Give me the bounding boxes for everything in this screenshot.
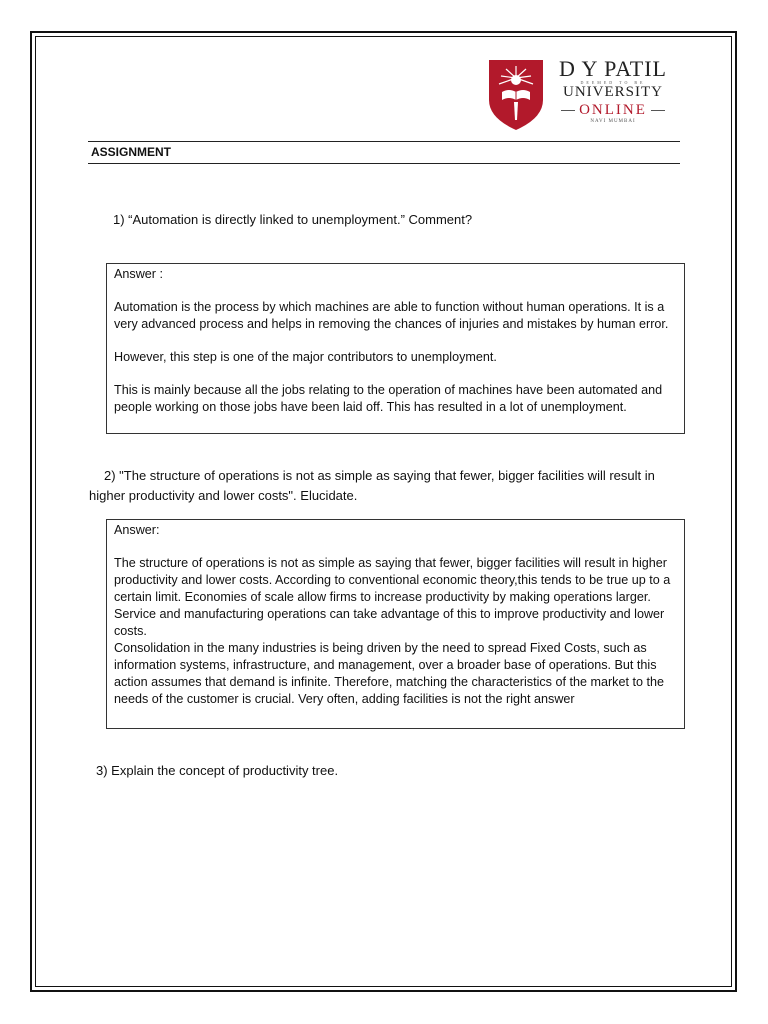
- heading-rule-top: [88, 141, 680, 142]
- question-3: 3) Explain the concept of productivity tree.: [96, 763, 339, 778]
- logo-place: NAVI MUMBAI: [590, 119, 636, 124]
- answer-paragraph: However, this step is one of the major contributors to unemployment.: [114, 350, 497, 364]
- answer-label: Answer :: [114, 267, 163, 281]
- university-logo: [487, 56, 677, 132]
- answer-label: Answer:: [114, 523, 160, 537]
- answer-paragraph: Consolidation in the many industries is being driven by the need to spread Fixed Costs, such as information systems, infrastructure, and management, over a broader base of operations. But this action assumes that demand is infinite. Therefore, matching the characteristics of the market to the needs of the customer is crucial. Very often, adding facilities is not the right answer: [114, 641, 664, 706]
- logo-online-row: [551, 102, 675, 118]
- logo-divider: [651, 110, 665, 111]
- heading-rule-bottom: [88, 163, 680, 164]
- logo-deemed-text: DEEMED TO BE: [580, 80, 646, 85]
- question-2-line-1: 2) "The structure of operations is not as simple as saying that fewer, bigger facilities will result in: [104, 468, 655, 483]
- logo-university-word: UNIVERSITY: [563, 84, 663, 100]
- logo-online-word: ONLINE: [579, 102, 647, 118]
- answer-paragraph: The structure of operations is not as simple as saying that fewer, bigger facilities will result in higher productivity and lower costs. According to conventional economic theory,this tends to be true up to a certain limit. Economies of scale allow firms to increase productivity by making operations larger. Service and manufacturing operations can take advantage of this to improve productivity and lower costs.: [114, 556, 671, 638]
- question-1: 1) “Automation is directly linked to unemployment.” Comment?: [113, 212, 473, 227]
- answer-box-2: [106, 519, 685, 729]
- logo-divider: [561, 110, 575, 111]
- shield-emblem-icon: [487, 56, 545, 132]
- answer-paragraph: Automation is the process by which machines are able to function without human operations. It is a very advanced process and helps in removing the chances of injuries and mistakes by human error.: [114, 300, 669, 331]
- page-title: ASSIGNMENT: [91, 145, 172, 159]
- answer-paragraph: This is mainly because all the jobs relating to the operation of machines have been automated and people working on those jobs have been laid off. This has resulted in a lot of unemployment.: [114, 383, 663, 414]
- page-border-inner: [35, 36, 732, 987]
- answer-box-1: [106, 263, 685, 434]
- logo-university-name: D Y PATIL: [558, 56, 667, 81]
- question-2-line-2: higher productivity and lower costs". Elucidate.: [89, 488, 358, 503]
